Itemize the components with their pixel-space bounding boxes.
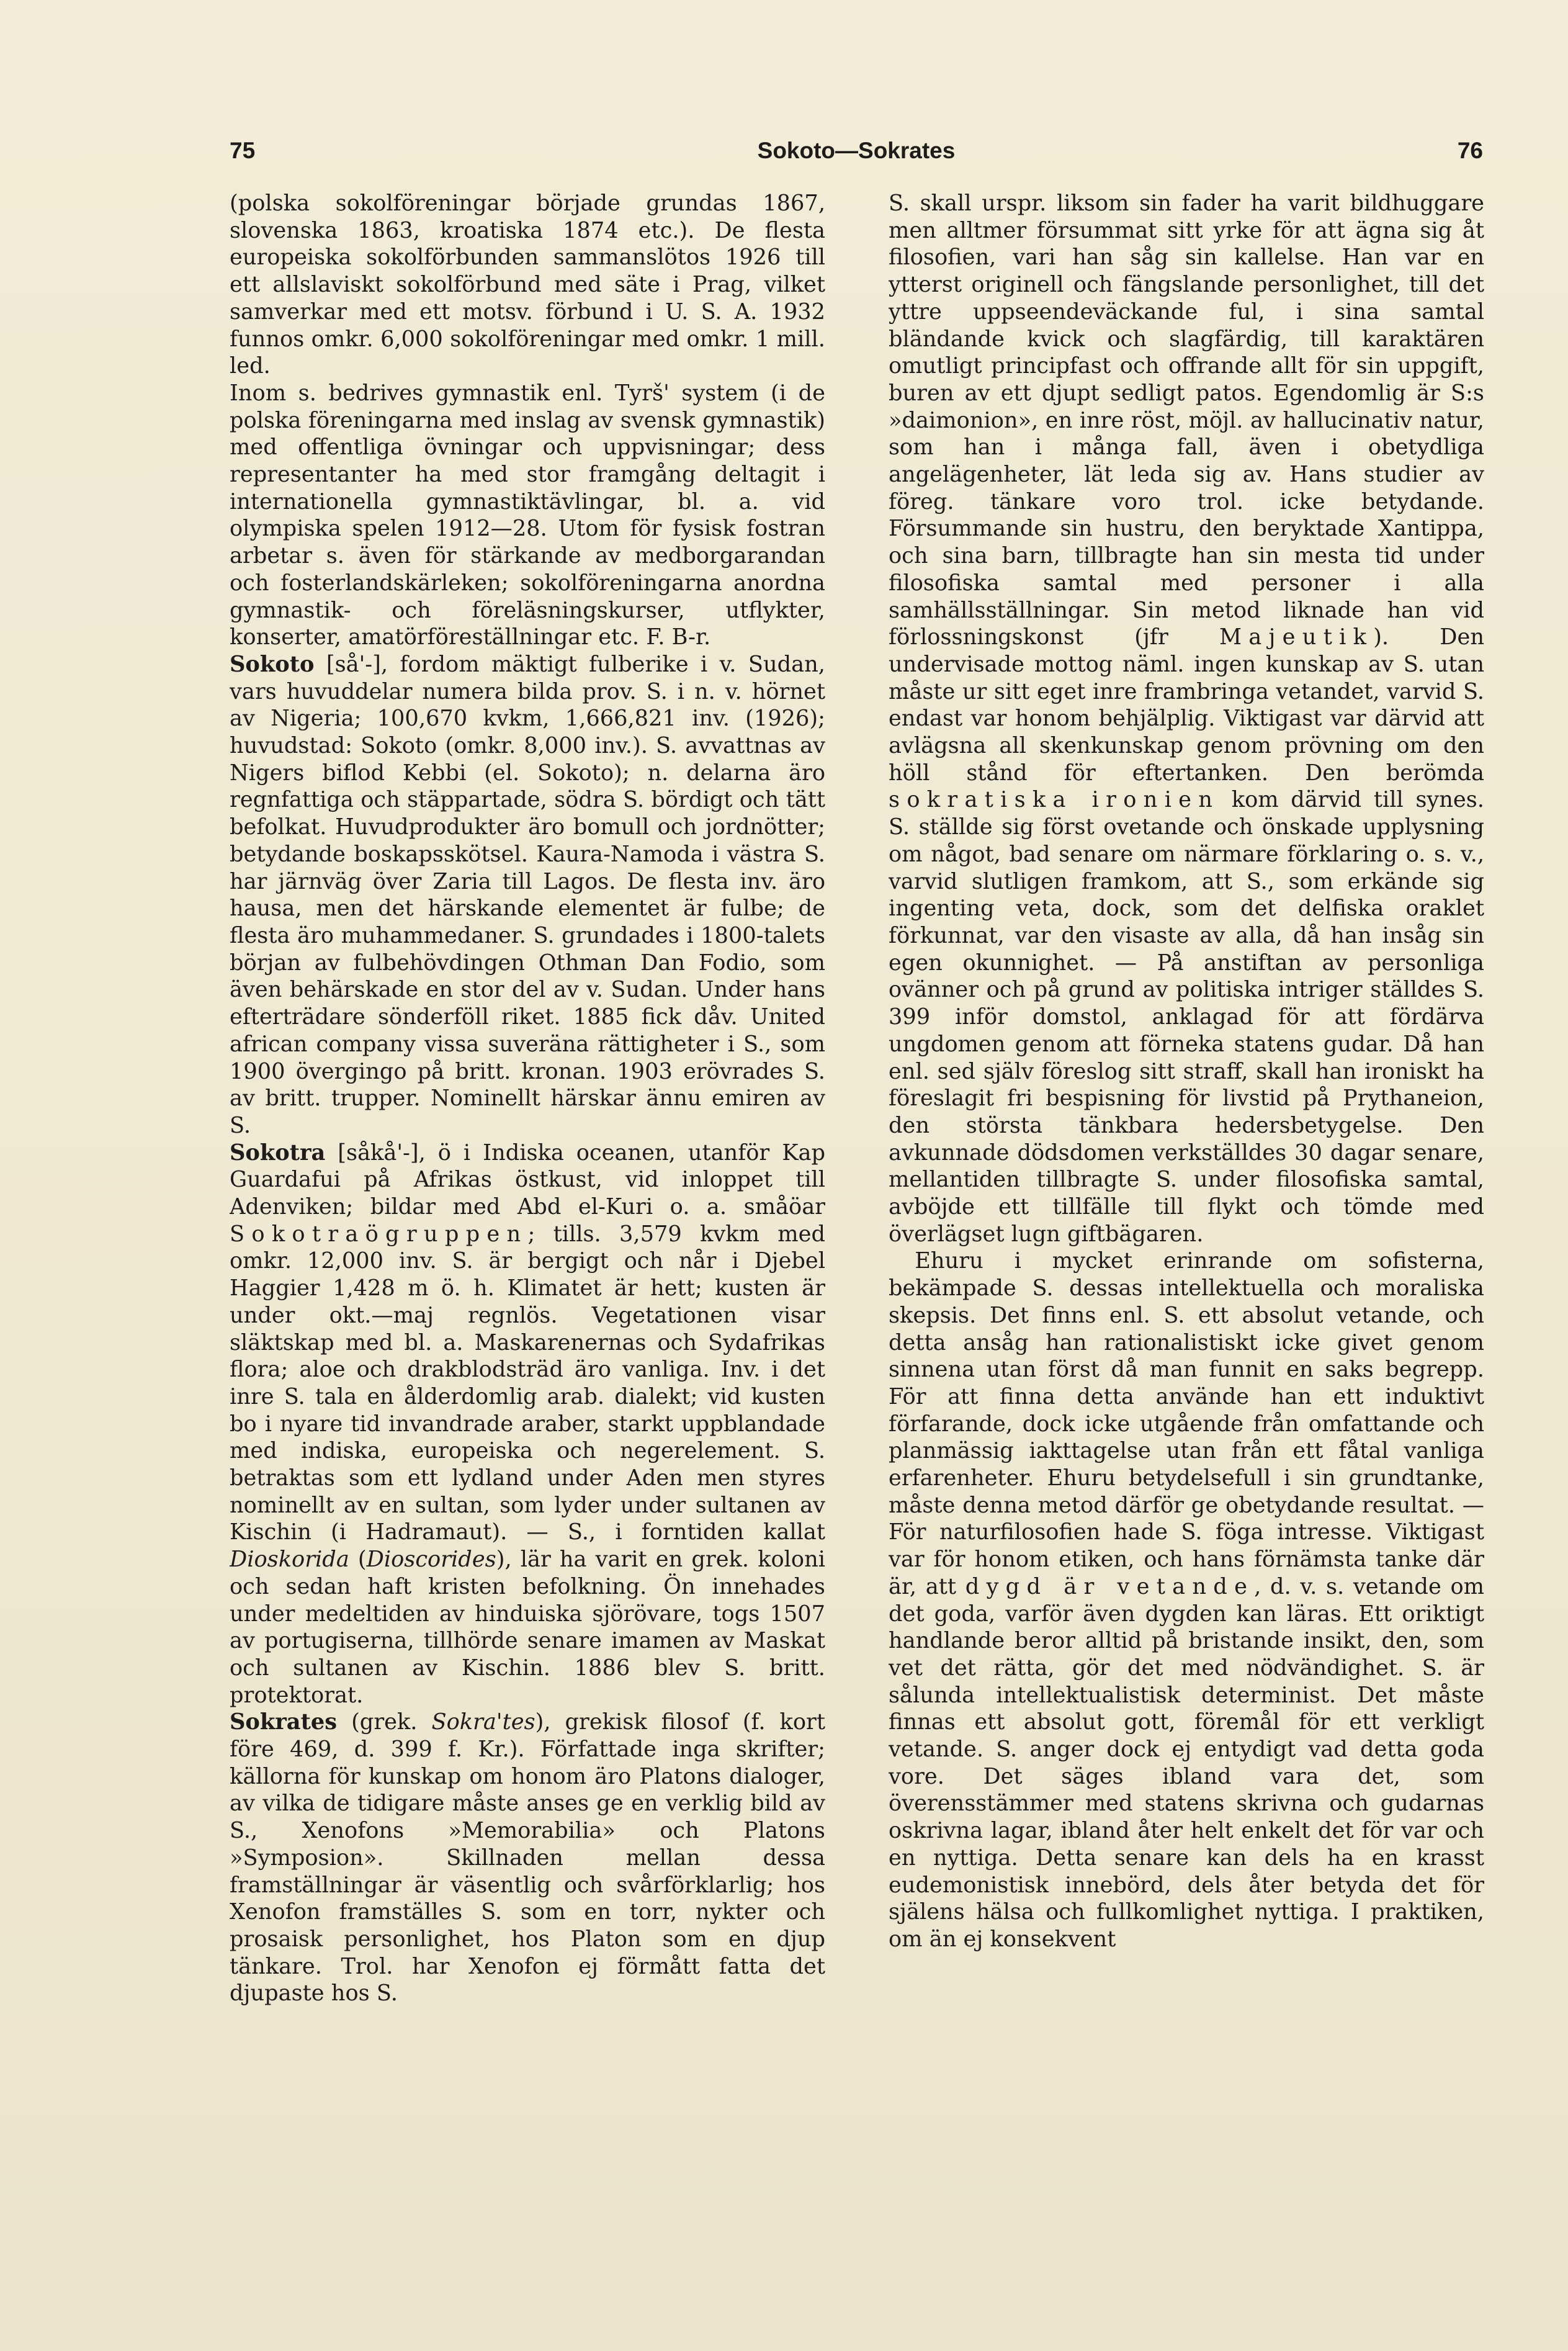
entry-sokotra: [230, 1140, 825, 1709]
page-number-right: 76: [1457, 138, 1483, 163]
page-number-left: 75: [230, 138, 256, 163]
entry-sokoto: [230, 651, 825, 1140]
entry-text: ), grekisk filosof (f. kort före 469, d. 399 f. Kr.). Författade inga skrifter; källorna för kunskap om honom äro Platons dialoger, av vilka de tidigare måste anses ge en verklig bild av S., Xenofons »Memorabilia» och Platons »Symposion». Skillnaden mellan dessa framställningar är väsentlig och svårförklarlig; hos Xenofon framställes S. som en torr, nykter och prosaisk personlighet, hos Platon som en djup tänkare. Trol. har Xenofon ej förmått fatta det djupaste hos S.: [230, 1709, 825, 2007]
entry-text: kom därvid till synes. S. ställde sig först ovetande och önskade upplysning om något, bad senare om närmare förklaring o. s. v., varvid slutligen framkom, att S., som erkände sig ingenting veta, dock, som det delfiska oraklet förkunnat, var den visaste av alla, då han insåg sin egen okunnighet. — På anstiftan av personliga ovänner och på grund av politiska intriger ställdes S. 399 inför domstol, anklagad för att fördärva ungdomen genom att förneka statens gudar. Då han enl. sed själv föreslog sitt straff, skall han ironiskt ha föreslagit fri bespisning för livstid på Prythaneion, den största tänkbara hedersbetygelse. Den avkunnade dödsdomen verkställdes 30 dagar senare, mellantiden tillbragte S. under filosofiska samtal, avböjde ett tillfälle till flykt och tömde med överlägset lugn giftbägaren.: [889, 787, 1484, 1247]
paragraph-sokol-gymnastics: [230, 380, 825, 651]
running-title: Sokoto—Sokrates: [757, 138, 956, 163]
headword-sokoto: Sokoto: [230, 651, 315, 677]
right-column: [889, 190, 1484, 2300]
paragraph-sokrates-philosophy: [889, 1247, 1484, 1953]
spaced-term: sokratiska ironien: [889, 787, 1220, 813]
entry-text: [så'-], fordom mäktigt fulberike i v. Sudan, vars huvuddelar numera bilda prov. S. i n. v. hörnet av Nigeria; 100,670 kvkm, 1,666,821 inv. (1926); huvudstad: Sokoto (omkr. 8,000 inv.). S. avvattnas av Nigers biflod Kebbi (el. Sokoto); n. delarna äro regnfattiga och stäppartade, södra S. bördigt och tätt befolkat. Huvudprodukter äro bomull och jordnötter; betydande boskapsskötsel. Kaura-Namoda i västra S. har järnväg över Zaria till Lagos. De flesta inv. äro hausa, men det härskande elementet är fulbe; de flesta äro muhammedaner. S. grundades i 1800-talets början av fulbehövdingen Othman Dan Fodio, som även behärskade en stor del av v. Sudan. Under hans efterträdare sönderföll riket. 1885 fick dåv. United african company vissa suveräna rättigheter i S., som 1900 övergingo på britt. kronan. 1903 erövrades S. av britt. trupper. Nominellt härskar ännu emiren av S.: [230, 651, 825, 1138]
entry-text: Ehuru i mycket erinrande om sofisterna, bekämpade S. dessas intellektuella och moraliska skepsis. Det finns enl. S. ett absolut vetande, och detta ansåg han rationalistiskt icke givet genom sinnena utan först då man funnit en saks begrepp. För att finna detta använde han ett induktivt förfarande, dock icke utgående från omfattande och planmässig iakttagelse utan från ett fåtal vanliga erfarenheter. Ehuru betydelsefull i sin grundtanke, måste denna metod därför ge obetydande resultat. — För naturfilosofien hade S. föga intresse. Viktigast var för honom etiken, och hans förnämsta tanke där är, att: [889, 1248, 1484, 1599]
entry-text: [såkå'-], ö i Indiska oceanen, utanför Kap Guardafui på Afrikas östkust, vid inloppet till Adenviken; bildar med Abd el-Kuri o. a. småöar: [230, 1140, 825, 1220]
entry-text: ). Den undervisade mottog näml. ingen kunskap av S. utan måste ur sitt eget inre frambringa vetandet, varvid S. endast var honom behjälplig. Viktigast var därvid att avlägsna all skenkunskap genom prövning om den höll stånd för eftertanken. Den berömda: [889, 624, 1484, 786]
entry-text: S. skall urspr. liksom sin fader ha varit bildhuggare men alltmer försummat sitt yrke för att ägna sig åt filosofien, vari han såg sin kallelse. Han var en ytterst originell och fängslande personlighet, till det yttre uppseendeväckande ful, i sina samtal bländande kvick och slagfärdig, till karaktären omutligt principfast och offrande allt för sin uppgift, buren av ett djupt sedligt patos. Egendomlig är S:s »daimonion», en inre röst, möjl. av hallucinativ natur, som han i många fall, även i obetydliga angelägenheter, lät leda sig av. Hans studier av föreg. tänkare voro trol. icke betydande. Försummande sin hustru, den beryktade Xantippa, och sina barn, tillbragte han sin mesta tid under filosofiska samtal med personer i alla samhällsställningar. Sin metod liknade han vid förlossningskonst (jfr: [889, 191, 1484, 650]
paragraph-sokol-end: (polska sokolföreningar började grundas 1867, slovenska 1863, kroatiska 1874 etc.). De flesta europeiska sokolförbunden sammanslötos 1926 till ett allslaviskt sokolförbund med säte i Prag, vilket samverkar med ett motsv. förbund i U. S. A. 1932 funnos omkr. 6,000 sokolföreningar med omkr. 1 mill. led.: [230, 191, 825, 379]
entry-sokrates-continued: [889, 190, 1484, 1247]
italic-term: Dioskorida: [230, 1547, 349, 1573]
entry-sokrates: [230, 1709, 825, 2007]
left-column: [230, 190, 825, 2300]
entry-text: ; tills. 3,579 kvkm med omkr. 12,000 inv. S. är bergigt och når i Djebel Haggier 1,428 m ö. h. Klimatet är hett; kusten är under okt.—maj regnlös. Vegetationen visar släktskap med bl. a. Maskarenernas och Sydafrikas flora; aloe och drakblodsträd äro vanliga. Inv. i det inre S. tala en ålderdomlig arab. dialekt; vid kusten bo i nyare tid invandrade araber, starkt uppblandade med indiska, europeiska och negerelement. S. betraktas som ett lydland under Aden men styres nominellt av en sultan, som lyder under sultanen av Kischin (i Hadramaut). — S., i forntiden kallat: [230, 1221, 825, 1545]
spaced-term: Majeutik: [1219, 624, 1374, 650]
page-header: [230, 138, 1483, 175]
italic-term: Dioscorides: [366, 1547, 496, 1573]
spaced-term: dygd är vetande: [965, 1573, 1255, 1599]
headword-sokrates: Sokrates: [230, 1709, 338, 1735]
entry-text: (grek.: [337, 1709, 432, 1735]
entry-text: (: [349, 1547, 367, 1573]
italic-term: Sokra'tes: [431, 1709, 535, 1735]
entry-text: ), lär ha varit en grek. koloni och sedan haft kristen befolkning. Ön innehades under medeltiden av hinduiska sjörövare, togs 1507 av portugiserna, tillhörde senare imamen av Maskat och sultanen av Kischin. 1886 blev S. britt. protektorat.: [230, 1547, 825, 1708]
entry-text: , d. v. s. vetande om det goda, varför även dygden kan läras. Ett oriktigt handlande beror alltid på bristande insikt, den, som vet det rätta, gör det med nödvändighet. S. är sålunda intellektualistisk determinist. Det måste finnas ett absolut gott, föremål för ett verkligt vetande. S. anger dock ej entydigt vad detta goda vore. Det säges ibland vara det, som överensstämmer med statens skrivna och gudarnas oskrivna lagar, ibland åter helt enkelt det för var och en nyttiga. Detta senare kan dels ha en krasst eudemonistisk innebörd, dels åter betyda det för själens hälsa och fullkomlighet nyttiga. I praktiken, om än ej konsekvent: [889, 1573, 1484, 1952]
spaced-term: Sokotraögruppen: [230, 1221, 528, 1247]
paragraph-text: Inom s. bedrives gymnastik enl. Tyrš' system (i de polska föreningarna med inslag av svensk gymnastik) med offentliga övningar och uppvisningar; dess representanter ha med stor framgång deltagit i internationella gymnastiktävlingar, bl. a. vid olympiska spelen 1912—28. Utom för fysisk fostran arbetar s. även för stärkande av medborgarandan och fosterlandskärleken; sokolföreningarna anordna gymnastik- och föreläsningskurser, utflykter, konserter, amatörföreställningar etc. F. B-r.: [230, 380, 825, 650]
headword-sokotra: Sokotra: [230, 1140, 326, 1166]
